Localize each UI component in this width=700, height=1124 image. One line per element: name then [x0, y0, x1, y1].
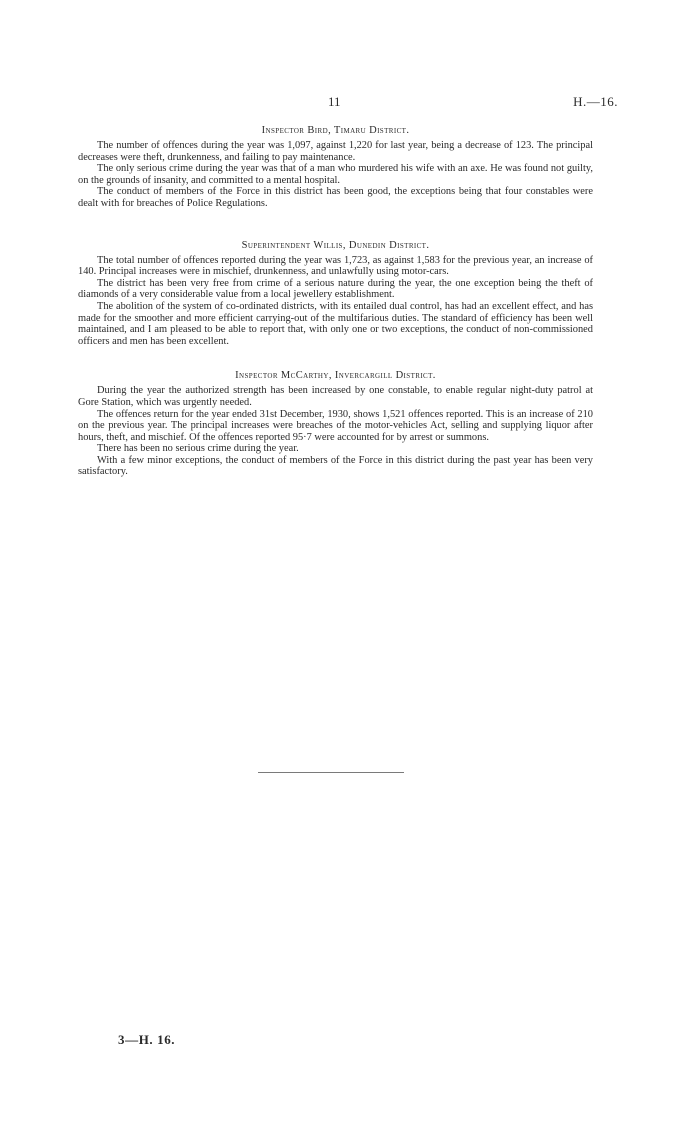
section-invercargill-district — [78, 369, 593, 478]
document-reference: H.—16. — [573, 94, 618, 109]
section-heading: Superintendent Willis, Dunedin District. — [241, 239, 430, 251]
paragraph: The total number of offences reported during the year was 1,723, as against 1,583 for the previous year, an increase of 140. Principal increases were in mischief, drunkenness, and unlawfully using motor-cars. — [78, 254, 593, 278]
paragraph: The only serious crime during the year was that of a man who murdered his wife with an axe. He was found not guilty, on the grounds of insanity, and committed to a mental hospital. — [78, 163, 593, 186]
section-timaru-district — [78, 124, 593, 210]
paragraph: The offences return for the year ended 31st December, 1930, shows 1,521 offences reported. This is an increase of 210 on the previous year. The principal increases were breaches of the motor-vehicles Act, selling and supplying liquor after hours, theft, and mischief. Of the offences reported 95·7 were accounted for by arrest or summons. — [78, 408, 593, 443]
section-divider — [258, 772, 404, 773]
section-heading: Inspector Bird, Timaru District. — [261, 125, 410, 136]
section-dunedin-district — [78, 239, 593, 348]
paragraph: The abolition of the system of co-ordinated districts, with its entailed dual control, has had an excellent effect, and has made for the smoother and more efficient carrying-out of the multifarious duties. The standard of efficiency has been well maintained, and I am pleased to be able to report that, with only one or two exceptions, the conduct of non-commissioned officers and men has been excellent. — [78, 300, 593, 347]
paragraph: With a few minor exceptions, the conduct of members of the Force in this district during the past year has been very satisfactory. — [78, 454, 593, 478]
section-heading: Inspector McCarthy, Invercargill District. — [235, 370, 436, 382]
paragraph: During the year the authorized strength has been increased by one constable, to enable regular night-duty patrol at Gore Station, which was urgently needed. — [78, 385, 593, 408]
paragraph: The conduct of members of the Force in this district has been good, the exceptions being that four constables were dealt with for breaches of Police Regulations. — [78, 186, 593, 209]
page-number: 11 — [328, 94, 341, 109]
paragraph: There has been no serious crime during the year. — [97, 443, 299, 455]
report-body — [78, 124, 593, 478]
paragraph: The district has been very free from crime of a serious nature during the year, the one exception being the theft of diamonds of a very considerable value from a local jewellery establishment. — [78, 277, 593, 301]
printer-signature: 3—H. 16. — [118, 1032, 176, 1047]
paragraph: The number of offences during the year was 1,097, against 1,220 for last year, being a decrease of 123. The principal decreases were theft, drunkenness, and failing to pay maintenance. — [78, 140, 593, 163]
